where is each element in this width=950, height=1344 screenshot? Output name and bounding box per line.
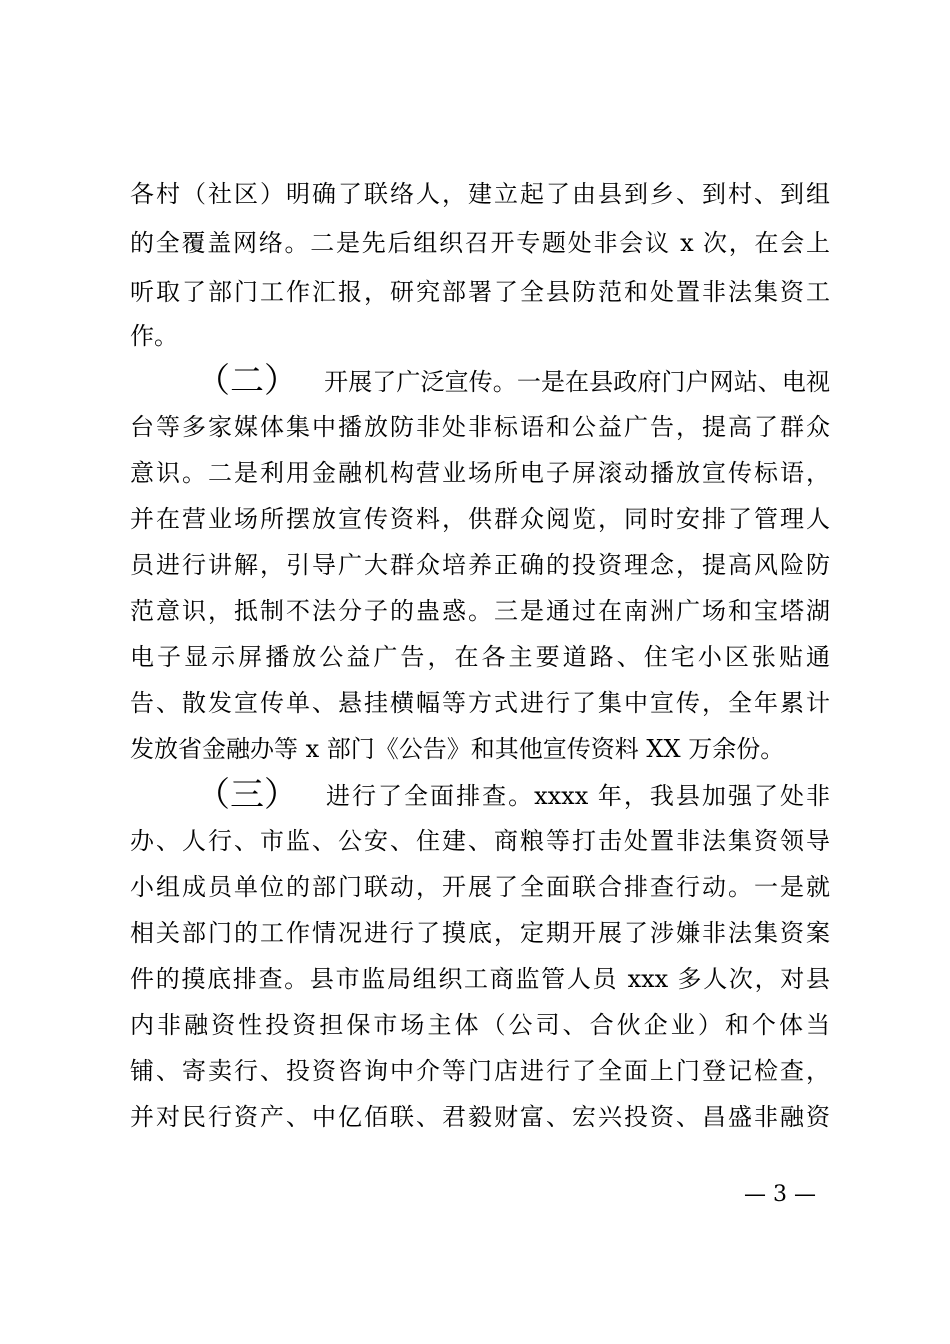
- paragraph-line: 办、人行、市监、公安、住建、商粮等打击处置非法集资领导: [130, 827, 830, 855]
- section-heading-line: [196, 359, 830, 403]
- section-number-2: （二）: [196, 361, 298, 401]
- paragraph-line: 并对民行资产、中亿佰联、君毅财富、宏兴投资、昌盛非融资: [130, 1103, 830, 1131]
- paragraph-line: 发放省金融办等 x 部门《公告》和其他宣传资料 XX 万余份。: [130, 735, 785, 763]
- paragraph-line: 的全覆盖网络。二是先后组织召开专题处非会议 x 次，在会上: [130, 229, 830, 257]
- paragraph-line: 意识。二是利用金融机构营业场所电子屏滚动播放宣传标语，: [130, 459, 830, 487]
- paragraph-line: 进行了全面排查。xxxx 年，我县加强了处非: [324, 782, 830, 810]
- paragraph-line: 开展了广泛宣传。一是在县政府门户网站、电视: [324, 368, 830, 396]
- paragraph-line: 内非融资性投资担保市场主体（公司、合伙企业）和个体当: [130, 1011, 830, 1039]
- section-heading-line: [196, 773, 830, 817]
- paragraph-line: 各村（社区）明确了联络人，建立起了由县到乡、到村、到组: [130, 180, 830, 208]
- paragraph-line: 告、散发宣传单、悬挂横幅等方式进行了集中宣传，全年累计: [130, 689, 830, 717]
- paragraph-line: 作。: [130, 322, 178, 350]
- paragraph-line: 件的摸底排查。县市监局组织工商监管人员 xxx 多人次，对县: [130, 965, 830, 993]
- paragraph-line: 小组成员单位的部门联动，开展了全面联合排查行动。一是就: [130, 873, 830, 901]
- paragraph-line: 相关部门的工作情况进行了摸底，定期开展了涉嫌非法集资案: [130, 919, 830, 947]
- section-number-3: （三）: [196, 775, 298, 815]
- paragraph-line: 员进行讲解，引导广大群众培养正确的投资理念，提高风险防: [130, 551, 830, 579]
- paragraph-line: 并在营业场所摆放宣传资料，供群众阅览，同时安排了管理人: [130, 505, 830, 533]
- paragraph-line: 台等多家媒体集中播放防非处非标语和公益广告，提高了群众: [130, 413, 830, 441]
- paragraph-line: 范意识，抵制不法分子的蛊惑。三是通过在南洲广场和宝塔湖: [130, 597, 830, 625]
- paragraph-line: 听取了部门工作汇报，研究部署了全县防范和处置非法集资工: [130, 278, 830, 306]
- paragraph-line: 铺、寄卖行、投资咨询中介等门店进行了全面上门登记检查，: [130, 1057, 830, 1085]
- paragraph-line: 电子显示屏播放公益广告，在各主要道路、住宅小区张贴通: [130, 643, 830, 671]
- page-number: — 3 —: [744, 1182, 816, 1207]
